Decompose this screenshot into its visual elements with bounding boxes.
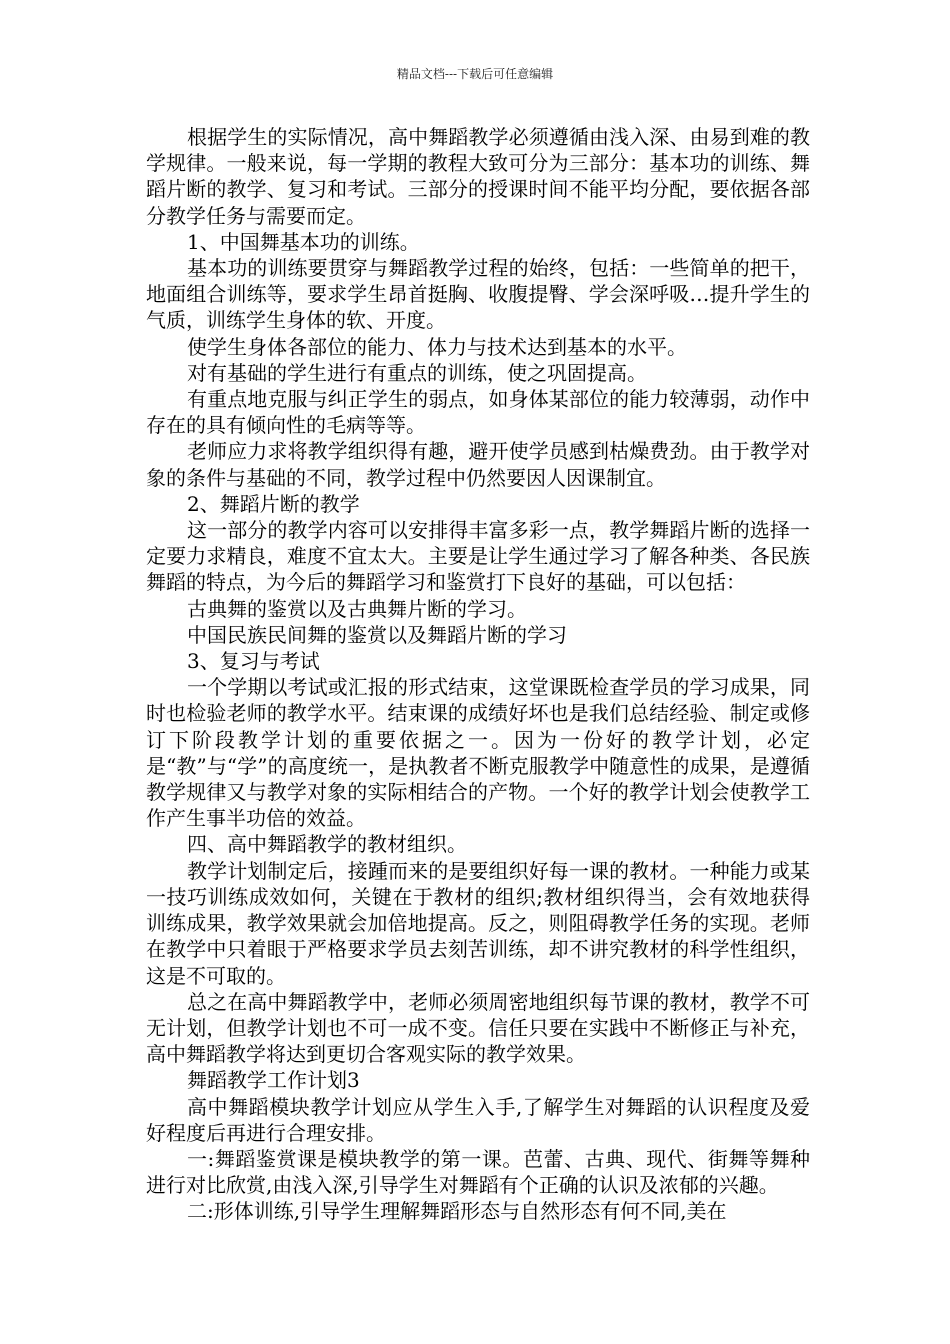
section-heading-dance-pieces: 2、舞蹈片断的教学 <box>187 491 360 516</box>
paragraph-teacher-interest: 老师应力求将教学组织得有趣，避开使学员感到枯燥费劲。由于教学对象的条件与基础的不同，教学过程中仍然要因人因课制宜。 <box>146 439 810 490</box>
document-body <box>146 124 810 1225</box>
paragraph-focused-training: 对有基础的学生进行有重点的训练，使之巩固提高。 <box>187 360 647 385</box>
section-heading-materials: 四、高中舞蹈教学的教材组织。 <box>187 832 467 857</box>
paragraph-intro: 根据学生的实际情况，高中舞蹈教学必须遵循由浅入深、由易到难的教学规律。一般来说，每一学期的教程大致可分为三部分：基本功的训练、舞蹈片断的教学、复习和考试。三部分的授课时间不能平均分配，要依据各部分教学任务与需要而定。 <box>146 125 810 228</box>
section-heading-plan-3: 舞蹈教学工作计划3 <box>187 1068 360 1093</box>
page-header: 精品文档---下载后可任意编辑 <box>396 67 554 81</box>
paragraph-basic-training: 基本功的训练要贯穿与舞蹈教学过程的始终，包括：一些简单的把干，地面组合训练等，要求学生昂首挺胸、收腹提臀、学会深呼吸…提升学生的气质，训练学生身体的软、开度。 <box>146 256 810 333</box>
paragraph-body-ability: 使学生身体各部位的能力、体力与技术达到基本的水平。 <box>187 334 687 359</box>
paragraph-body-training: 二:形体训练,引导学生理解舞蹈形态与自然形态有何不同,美在 <box>187 1199 727 1224</box>
list-item-classical-dance: 古典舞的鉴赏以及古典舞片断的学习。 <box>187 596 527 621</box>
paragraph-materials: 教学计划制定后，接踵而来的是要组织好每一课的教材。一种能力或某一技巧训练成效如何，关键在于教材的组织;教材组织得当，会有效地获得训练成果，教学效果就会加倍地提高。反之，则阻碍教学任务的实现。老师在教学中只着眼于严格要求学员去刻苦训练，却不讲究教材的科学性组织，这是不可取的。 <box>146 858 810 988</box>
paragraph-review-exam: 一个学期以考试或汇报的形式结束，这堂课既检查学员的学习成果，同时也检验老师的教学水平。结束课的成绩好坏也是我们总结经验、制定或修订下阶段教学计划的重要依据之一。因为一份好的教学计划，必定是“教”与“学”的高度统一，是执教者不断克服教学中随意性的成果，是遵循教学规律又与教学对象的实际相结合的产物。一个好的教学计划会使教学工作产生事半功倍的效益。 <box>146 675 810 831</box>
paragraph-dance-pieces: 这一部分的教学内容可以安排得丰富多彩一点，教学舞蹈片断的选择一定要力求精良，难度不宜太大。主要是让学生通过学习了解各种类、各民族舞蹈的特点，为今后的舞蹈学习和鉴赏打下良好的基础，可以包括： <box>146 518 810 595</box>
paragraph-summary: 总之在高中舞蹈教学中，老师必须周密地组织每节课的教材，教学不可无计划，但教学计划也不可一成不变。信任只要在实践中不断修正与补充，高中舞蹈教学将达到更切合客观实际的教学效果。 <box>146 989 810 1067</box>
section-heading-review-exam: 3、复习与考试 <box>187 649 320 674</box>
paragraph-appreciation: 一:舞蹈鉴赏课是模块教学的第一课。芭蕾、古典、现代、街舞等舞种进行对比欣赏,由浅入深,引导学生对舞蹈有个正确的认识及浓郁的兴趣。 <box>146 1146 810 1198</box>
section-heading-basic-training: 1、中国舞基本功的训练。 <box>187 229 420 254</box>
paragraph-correct-weakness: 有重点地克服与纠正学生的弱点，如身体某部位的能力较薄弱，动作中存在的具有倾向性的毛病等等。 <box>146 387 810 438</box>
paragraph-plan-intro: 高中舞蹈模块教学计划应从学生入手,了解学生对舞蹈的认识程度及爱好程度后再进行合理安排。 <box>146 1094 810 1145</box>
list-item-folk-dance: 中国民族民间舞的鉴赏以及舞蹈片断的学习 <box>187 622 567 647</box>
